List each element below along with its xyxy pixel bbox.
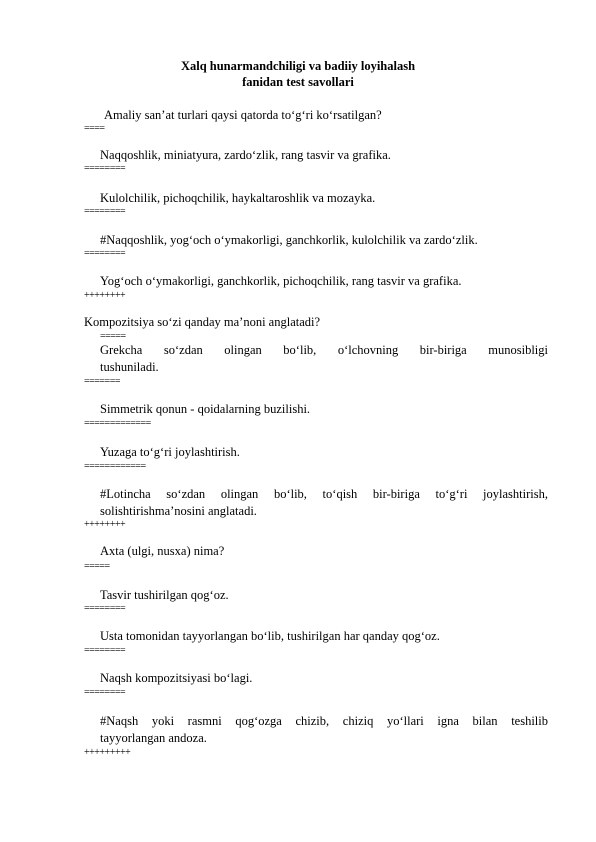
document-title-line-2: fanidan test savollari <box>242 75 354 89</box>
question-2-answer-4-correct-line-2: solishtirishma’nosini anglatadi. <box>100 504 257 518</box>
question-3-answer-4-correct-line-1: #Naqsh yoki rasmni qog‘ozga chizib, chiziq yo‘llari igna bilan teshilib <box>100 714 548 728</box>
question-3-separator: ===== <box>84 561 110 572</box>
question-1-answer-2-separator: ======== <box>84 206 126 217</box>
question-2-answer-3: Yuzaga to‘g‘ri joylashtirish. <box>100 445 240 459</box>
question-3-answer-4-separator: +++++++++ <box>84 747 131 758</box>
question-2-answer-2-separator: ============= <box>84 418 151 429</box>
question-1-answer-1: Naqqoshlik, miniatyura, zardo‘zlik, rang tasvir va grafika. <box>100 148 391 162</box>
question-2-answer-1-separator: ======= <box>84 376 120 387</box>
question-2-separator: ===== <box>100 331 126 342</box>
question-2-text: Kompozitsiya so‘zi qanday ma’noni anglatadi? <box>84 315 321 329</box>
question-2-answer-2: Simmetrik qonun - qoidalarning buzilishi. <box>100 402 311 416</box>
question-2-answer-4-separator: ++++++++ <box>84 519 126 530</box>
question-2-answer-1-line-2: tushuniladi. <box>100 360 159 374</box>
question-3-answer-3-separator: ======== <box>84 687 126 698</box>
question-3-answer-1-separator: ======== <box>84 603 126 614</box>
question-3-text: Axta (ulgi, nusxa) nima? <box>100 544 225 558</box>
question-2-answer-3-separator: ============ <box>84 461 146 472</box>
question-1-answer-1-separator: ======== <box>84 163 126 174</box>
question-3-answer-2-separator: ======== <box>84 645 126 656</box>
question-1-answer-4: Yog‘och o‘ymakorligi, ganchkorlik, pichoqchilik, rang tasvir va grafika. <box>100 274 462 288</box>
question-3-answer-1: Tasvir tushirilgan qog‘oz. <box>100 588 229 602</box>
document-title-line-1: Xalq hunarmandchiligi va badiiy loyihalash <box>180 59 416 73</box>
question-1-answer-3-separator: ======== <box>84 248 126 259</box>
question-1-text: Amaliy san’at turlari qaysi qatorda to‘g‘ri ko‘rsatilgan? <box>104 108 382 122</box>
question-1-separator: ==== <box>84 123 105 134</box>
question-1-answer-3-correct: #Naqqoshlik, yog‘och o‘ymakorligi, ganchkorlik, kulolchilik va zardo‘zlik. <box>100 233 478 247</box>
question-3-answer-2: Usta tomonidan tayyorlangan bo‘lib, tushirilgan har qanday qog‘oz. <box>100 629 440 643</box>
question-3-answer-4-correct-line-2: tayyorlangan andoza. <box>100 731 207 745</box>
question-1-answer-2: Kulolchilik, pichoqchilik, haykaltaroshlik va mozayka. <box>100 191 376 205</box>
question-1-answer-4-separator: ++++++++ <box>84 290 126 301</box>
question-2-answer-1-line-1: Grekcha so‘zdan olingan bo‘lib, o‘lchovning bir-biriga munosibligi <box>100 343 548 357</box>
question-2-answer-4-correct-line-1: #Lotincha so‘zdan olingan bo‘lib, to‘qish bir-biriga to‘g‘ri joylashtirish, <box>100 487 548 501</box>
question-3-answer-3: Naqsh kompozitsiyasi bo‘lagi. <box>100 671 253 685</box>
